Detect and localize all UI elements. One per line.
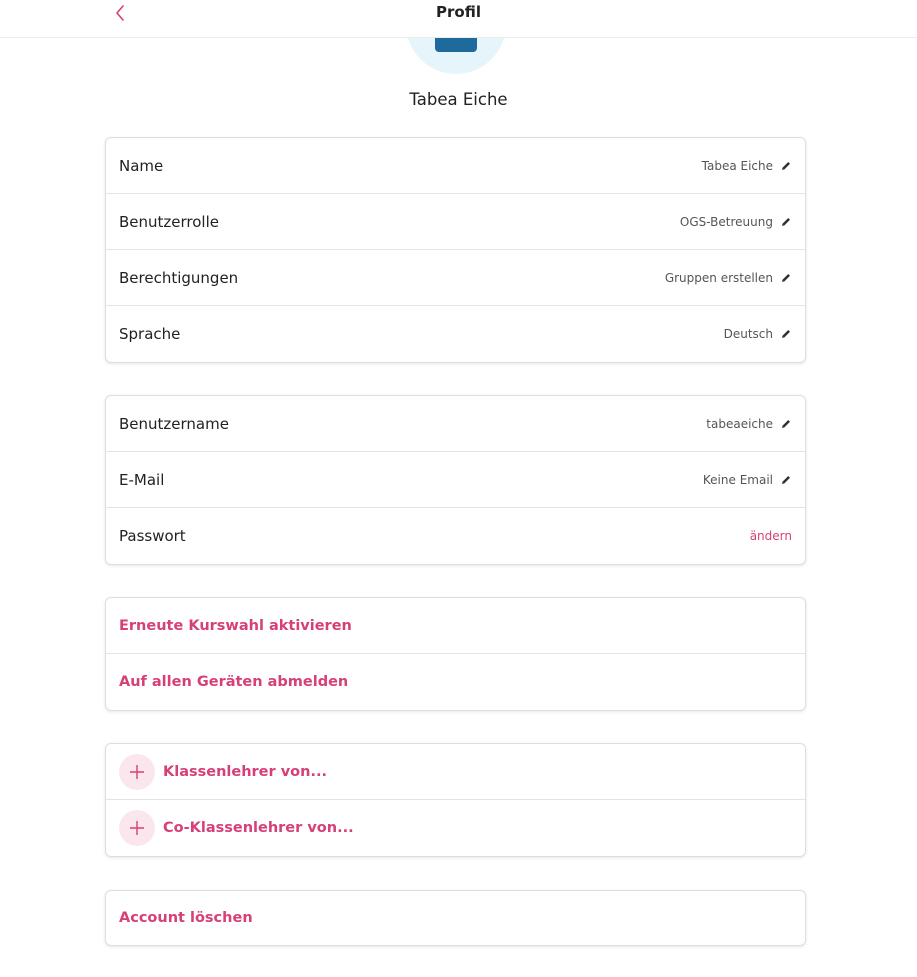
role-label: Benutzerrolle — [119, 212, 219, 231]
co-class-teacher-label: Co-Klassenlehrer von... — [163, 820, 354, 836]
pencil-icon[interactable] — [780, 160, 792, 172]
language-row[interactable] — [106, 306, 805, 362]
pencil-icon[interactable] — [780, 216, 792, 228]
email-label: E-Mail — [119, 470, 165, 489]
add-co-class-teacher-button[interactable] — [106, 800, 805, 856]
pencil-icon[interactable] — [780, 328, 792, 340]
user-name: Tabea Eiche — [409, 90, 508, 109]
plus-icon — [119, 810, 155, 846]
logout-all-devices-label: Auf allen Geräten abmelden — [119, 674, 349, 690]
pencil-icon[interactable] — [780, 272, 792, 284]
language-value: Deutsch — [723, 327, 773, 341]
add-class-teacher-button[interactable] — [106, 744, 805, 800]
change-password-link[interactable]: ändern — [749, 529, 792, 543]
username-value: tabeaeiche — [706, 416, 773, 431]
username-row[interactable] — [106, 396, 805, 452]
class-teacher-card — [105, 743, 806, 857]
profile-details-card — [105, 137, 806, 363]
password-row[interactable] — [106, 508, 805, 564]
page-title: Profil — [436, 3, 481, 21]
role-row[interactable] — [106, 194, 805, 250]
name-label: Name — [119, 156, 164, 175]
username-label: Benutzername — [119, 414, 229, 433]
danger-card — [105, 890, 806, 946]
top-bar — [0, 0, 917, 38]
plus-icon — [119, 754, 155, 790]
delete-account-label: Account löschen — [119, 910, 253, 926]
actions-card — [105, 597, 806, 711]
pencil-icon[interactable] — [780, 418, 792, 430]
email-value: Keine Email — [702, 472, 773, 487]
permissions-value: Gruppen erstellen — [664, 270, 773, 285]
permissions-row[interactable] — [106, 250, 805, 306]
password-label: Passwort — [119, 527, 186, 545]
name-row[interactable] — [106, 138, 805, 194]
class-teacher-label: Klassenlehrer von... — [163, 763, 327, 780]
email-row[interactable] — [106, 452, 805, 508]
role-value: OGS-Betreuung — [679, 214, 773, 229]
reactivate-course-choice-button[interactable] — [106, 598, 805, 654]
delete-account-button[interactable] — [106, 891, 805, 945]
logout-all-devices-button[interactable] — [106, 654, 805, 710]
permissions-label: Berechtigungen — [119, 268, 239, 287]
pencil-icon[interactable] — [780, 474, 792, 486]
name-value: Tabea Eiche — [701, 158, 773, 173]
language-label: Sprache — [119, 325, 181, 343]
account-card — [105, 395, 806, 565]
reactivate-course-choice-label: Erneute Kurswahl aktivieren — [119, 617, 352, 634]
